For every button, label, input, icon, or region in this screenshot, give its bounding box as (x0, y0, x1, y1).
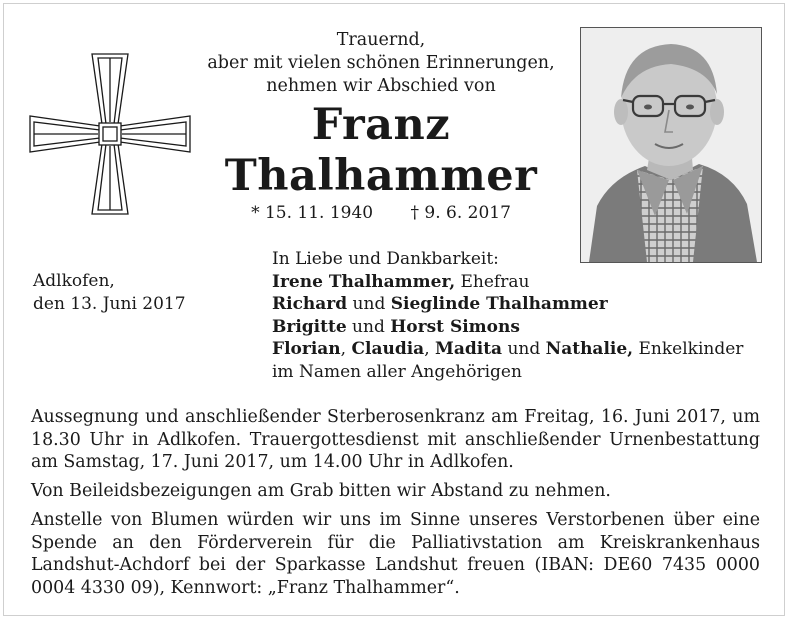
intro-line-1: Trauernd, (336, 30, 426, 50)
cross-icon (26, 50, 194, 218)
last-name: Thalhammer (224, 151, 538, 201)
mourner-role: Ehefrau (455, 271, 530, 292)
birth-date: * 15. 11. 1940 (251, 203, 374, 223)
mourners-closing: im Namen aller Angehörigen (272, 361, 522, 382)
mourner-name: Madita (435, 339, 503, 359)
mourner-row (272, 293, 743, 316)
mourner-row (272, 271, 743, 294)
date-line: den 13. Juni 2017 (33, 294, 186, 314)
place-line: Adlkofen, (33, 271, 115, 291)
mourner-conjunction: und (502, 339, 546, 359)
condolence-note: Von Beileidsbezeigungen am Grab bitten wir Abstand zu nehmen. (31, 481, 611, 501)
mourner-name: Florian (272, 339, 341, 359)
mourner-name: Claudia (351, 339, 425, 359)
portrait-illustration (581, 28, 761, 262)
mourner-row (272, 316, 743, 339)
mourner-name: Horst Simons (390, 316, 520, 337)
mourners-heading: In Liebe und Dankbarkeit: (272, 249, 499, 269)
donation-request: Anstelle von Blumen würden wir uns im Sinne unseres Verstorbenen über eine Spende an den Förderverein für die Palliativstation am Kreiskrankenhaus Landshut-Achdorf bei der Sparkasse Landshut freuen (IBAN: DE60 7435 0000 0004 4330 09), Kennwort: „Franz Thalhammer“. (31, 510, 760, 599)
portrait-photo (580, 27, 762, 263)
mourner-name: Richard (272, 294, 348, 314)
mourner-conjunction: und (346, 316, 391, 337)
intro-text (192, 29, 570, 98)
mourner-name: Nathalie, (545, 339, 634, 359)
funeral-details: Aussegnung und anschließender Sterberosenkranz am Freitag, 16. Juni 2017, um 18.30 Uhr in Adlkofen. Trauergottesdienst mit anschließender Urnenbestattung am Samstag, 17. Juni 2017, um 14.00 Uhr in Adlkofen. (31, 407, 760, 473)
mourner-role: Enkelkinder (633, 339, 744, 359)
intro-line-3: nehmen wir Abschied von (266, 76, 496, 96)
intro-line-2: aber mit vielen schönen Erinnerungen, (207, 53, 555, 73)
place-and-date (33, 270, 186, 316)
mourners-list (272, 248, 743, 383)
mourner-name: Sieglinde Thalhammer (390, 294, 608, 314)
mourner-conjunction: und (347, 294, 391, 314)
mourner-row (272, 338, 743, 361)
mourner-separator: , (340, 339, 352, 359)
life-dates (192, 202, 570, 224)
death-date: † 9. 6. 2017 (410, 203, 511, 223)
mourner-name: Brigitte (272, 316, 347, 337)
first-name: Franz (311, 100, 451, 150)
mourner-name: Irene Thalhammer, (272, 271, 456, 292)
mourner-separator: , (424, 339, 436, 359)
